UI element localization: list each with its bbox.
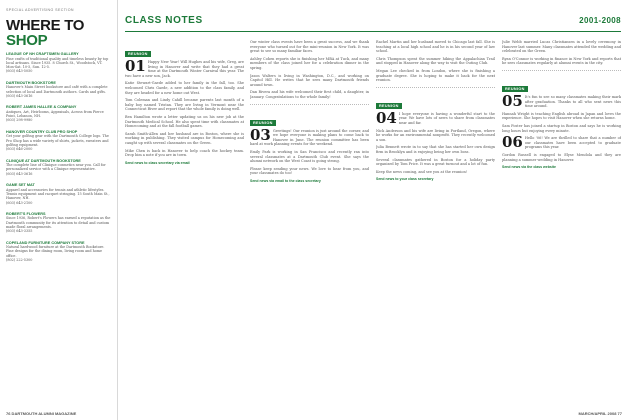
- shop-entry: [6, 52, 112, 74]
- shop-entry: [6, 183, 112, 205]
- shop-name[interactable]: COPELAND FURNITURE COMPANY STORE: [6, 240, 85, 245]
- note-paragraph: Dan Rivera and his wife welcomed their first child, a daughter, in January. Congratulations to the whole family!: [250, 90, 369, 99]
- class-email-link[interactable]: Send news to class secretary via email: [125, 160, 190, 165]
- shop-description: Natural hardwood furniture at the Dartmouth Bookstore. Fine designs for the dining room, living room and home office.: [6, 245, 105, 258]
- note-paragraph: [250, 167, 369, 176]
- shop-list: [6, 52, 112, 269]
- note-text: Hannah Wright is teaching English abroad in Japan and loves the experience. She hopes to visit Hanover when she returns home.: [502, 111, 621, 121]
- class-year-numeral: 03: [250, 125, 271, 144]
- note-paragraph: [502, 112, 621, 121]
- shop-entry: [6, 159, 112, 176]
- column-3: [376, 40, 495, 402]
- note-paragraph: [125, 57, 244, 78]
- note-text: Emily Park is working in San Francisco and recently ran into several classmates at a Dartmouth Club event. She says the alumni network on the West Coast is going strong.: [250, 149, 369, 164]
- note-paragraph: [125, 132, 244, 146]
- class-notes-block: [502, 133, 621, 162]
- page-title: CLASS NOTES: [125, 15, 203, 26]
- class-year-numeral: 05: [502, 91, 523, 110]
- divider: [250, 104, 369, 105]
- note-text: It's fun to see so many classmates making their mark after graduation. Thanks to all who sent news this time around.: [524, 94, 621, 109]
- note-paragraph: [250, 125, 369, 147]
- note-text: Ben Hamilton wrote a letter updating us on his new job at the Dartmouth Medical School. He also spent time with classmates at Homecoming and at the fall football games.: [125, 114, 244, 129]
- class-email-link[interactable]: Send news via email to the class secretary: [250, 178, 321, 183]
- note-paragraph: [376, 129, 495, 143]
- shop-phone: (603) 646-2000: [6, 147, 33, 152]
- shop-name[interactable]: LEAGUE OF NH CRAFTSMEN GALLERY: [6, 52, 79, 56]
- class-notes-block: [502, 75, 621, 133]
- reunion-label: REUNION: [250, 120, 276, 126]
- shop-description: Hanover's Main Street bookstore and café with a complete selection of local and Dartmouth authors. Cards and gifts.: [6, 85, 108, 94]
- note-text: Hello '06! We are thrilled to share that a number of our classmates have been accepted to graduate programs this year.: [524, 136, 621, 150]
- shop-phone: (802) 222-5300: [6, 258, 33, 263]
- note-paragraph: [125, 98, 244, 112]
- note-paragraph: [502, 133, 621, 152]
- note-paragraph: Our winter class events have been a great success, and we thank everyone who turned out for the mini-reunion in New York. It was great to see so many familiar faces.: [250, 40, 369, 54]
- shop-phone: (603) 643-3616: [6, 93, 33, 98]
- note-text: Gordon Russell is engaged to Elyse Mendola and they are planning a summer wedding in Hanover.: [502, 152, 621, 162]
- column-2: [250, 40, 369, 402]
- divider: [502, 70, 621, 71]
- note-paragraph: [250, 150, 369, 164]
- shop-name[interactable]: ROBERT JAMES HALLEE & COMPANY: [6, 105, 77, 110]
- note-text: Sarah Smith-Allen and her husband are in Boston, where she is working in publishing. They visited campus for Homecoming and caught up with several classmates on the Green.: [125, 131, 244, 145]
- divider: [376, 87, 495, 88]
- class-notes-block: [125, 132, 244, 158]
- class-notes-block: [376, 92, 495, 175]
- note-paragraph: [376, 158, 495, 167]
- class-year-numeral: 04: [376, 108, 397, 127]
- note-paragraph: [502, 91, 621, 110]
- note-paragraph: [376, 108, 495, 127]
- footer-left-folio: 76 DARTMOUTH ALUMNI MAGAZINE: [6, 411, 77, 416]
- sidebar-title-line1: WHERE TO: [6, 17, 85, 34]
- class-notes-block: [125, 40, 244, 129]
- note-paragraph: [125, 149, 244, 158]
- note-paragraph: [376, 170, 495, 175]
- note-paragraph: Jason Walters is living in Washington, D.C., and working on Capitol Hill. He writes that he sees many Dartmouth friends around town.: [250, 73, 369, 87]
- note-paragraph: Julie Webb married Lucas Christiansen in a lovely ceremony in Hanover last summer. Many classmates attended the wedding and celebrated on the Green.: [502, 40, 621, 54]
- shop-entry: [6, 130, 112, 152]
- page-footer: [0, 408, 628, 420]
- class-year-numeral: 06: [502, 133, 523, 152]
- note-text: Keep the news coming, and see you at the reunion!: [376, 169, 468, 174]
- shop-description: Fine crafts of traditional quality and timeless beauty by top local artisans. Since 1935. 8 Church St., Woodstock, VT. Mon-Sat. 10-5, Sun. 12-5.: [6, 56, 109, 70]
- note-text: I hope everyone is having a wonderful start to the year. We have lots of news to share from classmates near and far.: [398, 111, 495, 125]
- where-to-shop-sidebar: [0, 0, 118, 420]
- note-text: Katie Stewart-Gaede added to her family in the fall, too. She welcomed Chris Gaede, a new addition to the class family, and they are headed for a new home out West.: [125, 81, 244, 95]
- column-4: [502, 40, 621, 402]
- year-range: 2001-2008: [579, 16, 621, 25]
- note-text: Mike Chen is back in Hanover to help coach the hockey team. Drop him a note if you are in town.: [125, 148, 244, 158]
- note-paragraph: Ryan O'Connor is working in finance in New York and reports that he sees classmates regularly at alumni events in the city.: [502, 56, 621, 66]
- shop-name[interactable]: HANOVER COUNTRY CLUB PRO SHOP: [6, 129, 78, 134]
- shop-phone: (603) 643-5050: [6, 69, 33, 74]
- note-paragraph: [502, 153, 621, 162]
- footer-right-folio: MARCH/APRIL 2008 77: [578, 411, 622, 416]
- shop-phone: (603) 643-3616: [6, 171, 33, 176]
- shop-name[interactable]: ROBERT'S FLOWERS: [6, 211, 46, 216]
- note-paragraph: [125, 115, 244, 129]
- sidebar-kicker: SPECIAL ADVERTISING SECTION: [6, 8, 74, 12]
- note-paragraph: Rachel Martin and her husband moved to Chicago last fall. She is teaching at a local high school and he is in his second year of law school.: [376, 40, 495, 54]
- class-notes-block: [250, 109, 369, 176]
- shop-description: The complete line of Clinique cosmetics near you. Call for personalized service with a Clinique representative.: [6, 163, 106, 172]
- note-paragraph: Chris Thompson spent the summer hiking the Appalachian Trail and stopped in Hanover along the way to visit the Outing Club.: [376, 56, 495, 66]
- sidebar-title-line2: SHOP: [6, 32, 48, 49]
- shop-entry: [6, 241, 112, 263]
- shop-entry: [6, 212, 112, 234]
- note-text: Julia Bennett wrote in to say that she has started her own design firm in Brooklyn and is enjoying being her own boss.: [376, 145, 495, 154]
- sidebar-title: [6, 18, 84, 48]
- shop-name[interactable]: CLINIQUE AT DARTMOUTH BOOKSTORE: [6, 158, 81, 163]
- class-year-numeral: 01: [125, 57, 146, 75]
- note-text: Nick Anderson and his wife are living in Portland, Oregon, where he works for an environmental nonprofit. They recently welcomed a son.: [376, 128, 495, 142]
- note-paragraph: [502, 124, 621, 133]
- note-text: Happy New Year! Will Hughes and his wife, Greg, are living in Hanover and write that they had a great time at the Dartmouth Winter Carnival this year. The two have a new son, Jack.: [125, 60, 244, 78]
- note-text: Tom Coleman and Lindy Cahill became parents last month of a baby boy named Tristan. They are living in Vermont near the Connecticut River and report that the whole family is doing well.: [125, 98, 244, 112]
- shop-name[interactable]: GAME SET MAT: [6, 183, 35, 188]
- column-1: [125, 40, 244, 402]
- shop-phone: (603) 298-9980: [6, 118, 33, 123]
- shop-phone: (603) 643-3355: [6, 229, 33, 234]
- shop-name[interactable]: DARTMOUTH BOOKSTORE: [6, 80, 56, 85]
- shop-description: Get your golfing gear with the Dartmouth College logo. The Pro Shop has a wide variety of shirts, jackets, sweaters and golfing equipment.: [6, 134, 109, 147]
- note-paragraph: [125, 81, 244, 95]
- note-text: Sam Foster has joined a startup in Boston and says he is working long hours but enjoying every minute.: [502, 123, 621, 133]
- note-text: Greetings! Our reunion is just around the corner, and we hope everyone is making plans to come back to Hanover in June. The reunion committee has been hard at work planning events for the weekend.: [250, 128, 369, 147]
- class-email-link[interactable]: Send news to your class secretary: [376, 177, 434, 182]
- shop-entry: [6, 81, 112, 98]
- note-paragraph: [376, 145, 495, 154]
- note-paragraph: Ashley Cohen reports she is finishing her MBA at Tuck, and many members of the class joined her for a celebration dinner in the spring.: [250, 56, 369, 70]
- reunion-label: REUNION: [502, 86, 528, 92]
- note-paragraph: Megan Lee checked in from London, where she is finishing a graduate degree. She is hoping to make it back for the next reunion.: [376, 68, 495, 83]
- reunion-label: REUNION: [376, 103, 402, 109]
- class-email-link[interactable]: Send news via the class website: [502, 165, 556, 170]
- note-text: Please keep sending your news. We love to hear from you, and your classmates do too!: [250, 166, 369, 176]
- shop-description: Apparel and accessories for tennis and athletic lifestyles. Tennis equipment and racquet stringing. 15 South Main St., Hanover, NH.: [6, 187, 110, 201]
- shop-description: Since 1936, Robert's Flowers has earned a reputation as the Dartmouth community for its attention to detail and custom made floral arrangements.: [6, 216, 111, 229]
- note-text: Several classmates gathered in Boston for a holiday party organized by Tom Price. It was a great turnout and a lot of fun.: [376, 157, 495, 167]
- class-notes-header: [125, 10, 621, 32]
- reunion-label: REUNION: [125, 51, 151, 57]
- shop-description: Antiques, Art, Heirlooms, Appraisals, Across from Pierce Point, Lebanon, NH.: [6, 109, 104, 119]
- shop-phone: (603) 643-2100: [6, 200, 33, 205]
- shop-entry: [6, 105, 112, 122]
